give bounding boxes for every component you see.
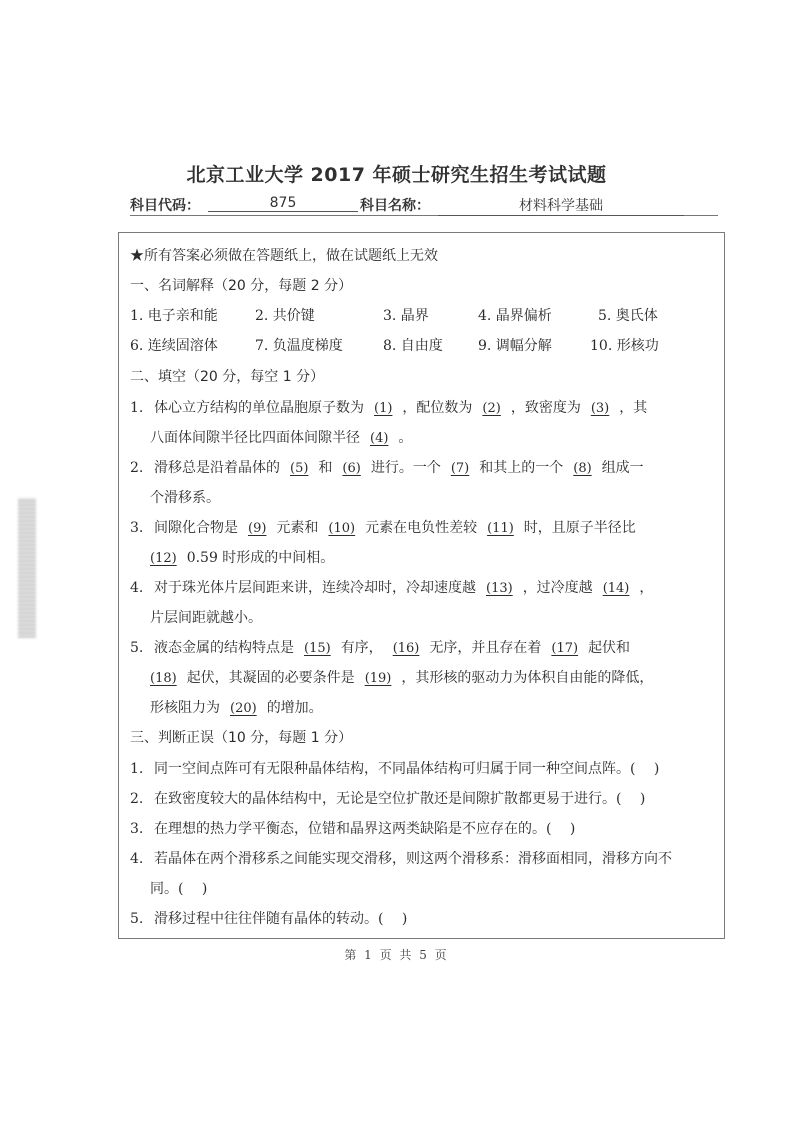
subject-code-value: 875 [208,195,358,212]
term: 6. 连续固溶体 [130,338,218,354]
judge-item-cont: 同。( ) [150,881,208,897]
blank: (1) [374,401,393,416]
fill-question-2: 2. 滑移总是沿着晶体的 (5) 和 (6) 进行。一个 (7) 和其上的一个 (8) 组成一 [130,460,644,476]
exam-title: 北京工业大学 2017 年硕士研究生招生考试试题 [186,164,607,186]
term: 1. 电子亲和能 [130,308,218,324]
blank: (3) [590,401,610,416]
blank: (4) [370,431,389,446]
judge-item: 3. 在理想的热力学平衡态，位错和晶界这两类缺陷是不应存在的。( ) [130,821,576,837]
blank: (7) [450,461,470,476]
subject-name-label: 科目名称： [360,198,430,214]
blank: (14) [602,581,630,596]
section2-heading: 二、填空（20 分，每空 1 分） [130,369,325,385]
fill-question-5: 5. 液态金属的结构特点是 (15) 有序， (16) 无序，并且存在着 (17) 起伏和 [130,640,631,656]
fill-question-2-cont: 个滑移系。 [150,490,220,506]
fill-question-3: 3. 间隙化合物是 (9) 元素和 (10) 元素在电负性差较 (11) 时，且原子半径比 [130,520,636,536]
fill-question-5-cont2: 形核阻力为 (20) 的增加。 [150,700,323,716]
term: 2. 共价键 [255,308,315,324]
notice: ★所有答案必须做在答题纸上，做在试题纸上无效 [130,248,438,264]
subject-name-value: 材料科学基础 [438,195,684,216]
blank: (19) [364,671,392,686]
subject-row [130,195,718,216]
term: 9. 调幅分解 [478,338,552,354]
blank: (20) [230,701,257,716]
blank: (10) [328,521,356,536]
scan-smudge [18,498,36,638]
term: 7. 负温度梯度 [255,338,343,354]
section3-heading: 三、判断正误（10 分，每题 1 分） [130,730,353,746]
term: 8. 自由度 [383,338,443,354]
blank: (18) [150,671,177,686]
blank: (6) [342,461,361,476]
blank: (9) [248,521,267,536]
section1-heading: 一、名词解释（20 分，每题 2 分） [130,278,353,294]
judge-item: 5. 滑移过程中往往伴随有晶体的转动。( ) [130,911,408,927]
page-number: 第 1 页 共 5 页 [344,948,449,962]
blank: (11) [487,521,514,536]
blank: (2) [482,401,501,416]
fill-question-5-cont: (18) 起伏，其凝固的必要条件是 (19) ，其形核的驱动力为体积自由能的降低， [150,670,654,686]
fill-question-3-cont: (12) 0.59 时形成的中间相。 [150,550,335,566]
blank: (13) [486,581,513,596]
term: 5. 奥氏体 [598,308,658,324]
term: 3. 晶界 [383,308,429,324]
subject-code-label: 科目代码： [130,198,200,214]
term: 10. 形核功 [590,338,659,354]
judge-item: 1. 同一空间点阵可有无限种晶体结构，不同晶体结构可归属于同一种空间点阵。( ) [130,761,660,777]
fill-question-4-cont: 片层间距就越小。 [150,610,262,626]
judge-item: 4. 若晶体在两个滑移系之间能实现交滑移，则这两个滑移系：滑移面相同，滑移方向不 [130,851,672,867]
blank: (16) [392,641,420,656]
judge-item: 2. 在致密度较大的晶体结构中，无论是空位扩散还是间隙扩散都更易于进行。( ) [130,791,646,807]
blank: (5) [290,461,309,476]
blank: (12) [150,551,177,566]
fill-question-1-cont: 八面体间隙半径比四面体间隙半径 (4) 。 [150,430,413,446]
blank: (15) [304,641,331,656]
term: 4. 晶界偏析 [478,308,552,324]
fill-question-4: 4. 对于珠光体片层间距来讲，连续冷却时，冷却速度越 (13) ，过冷度越 (14) ， [130,580,654,596]
blank: (17) [551,641,579,656]
fill-question-1: 1. 体心立方结构的单位晶胞原子数为 (1) ，配位数为 (2) ，致密度为 (3) ，其 [130,400,648,416]
blank: (8) [573,461,592,476]
